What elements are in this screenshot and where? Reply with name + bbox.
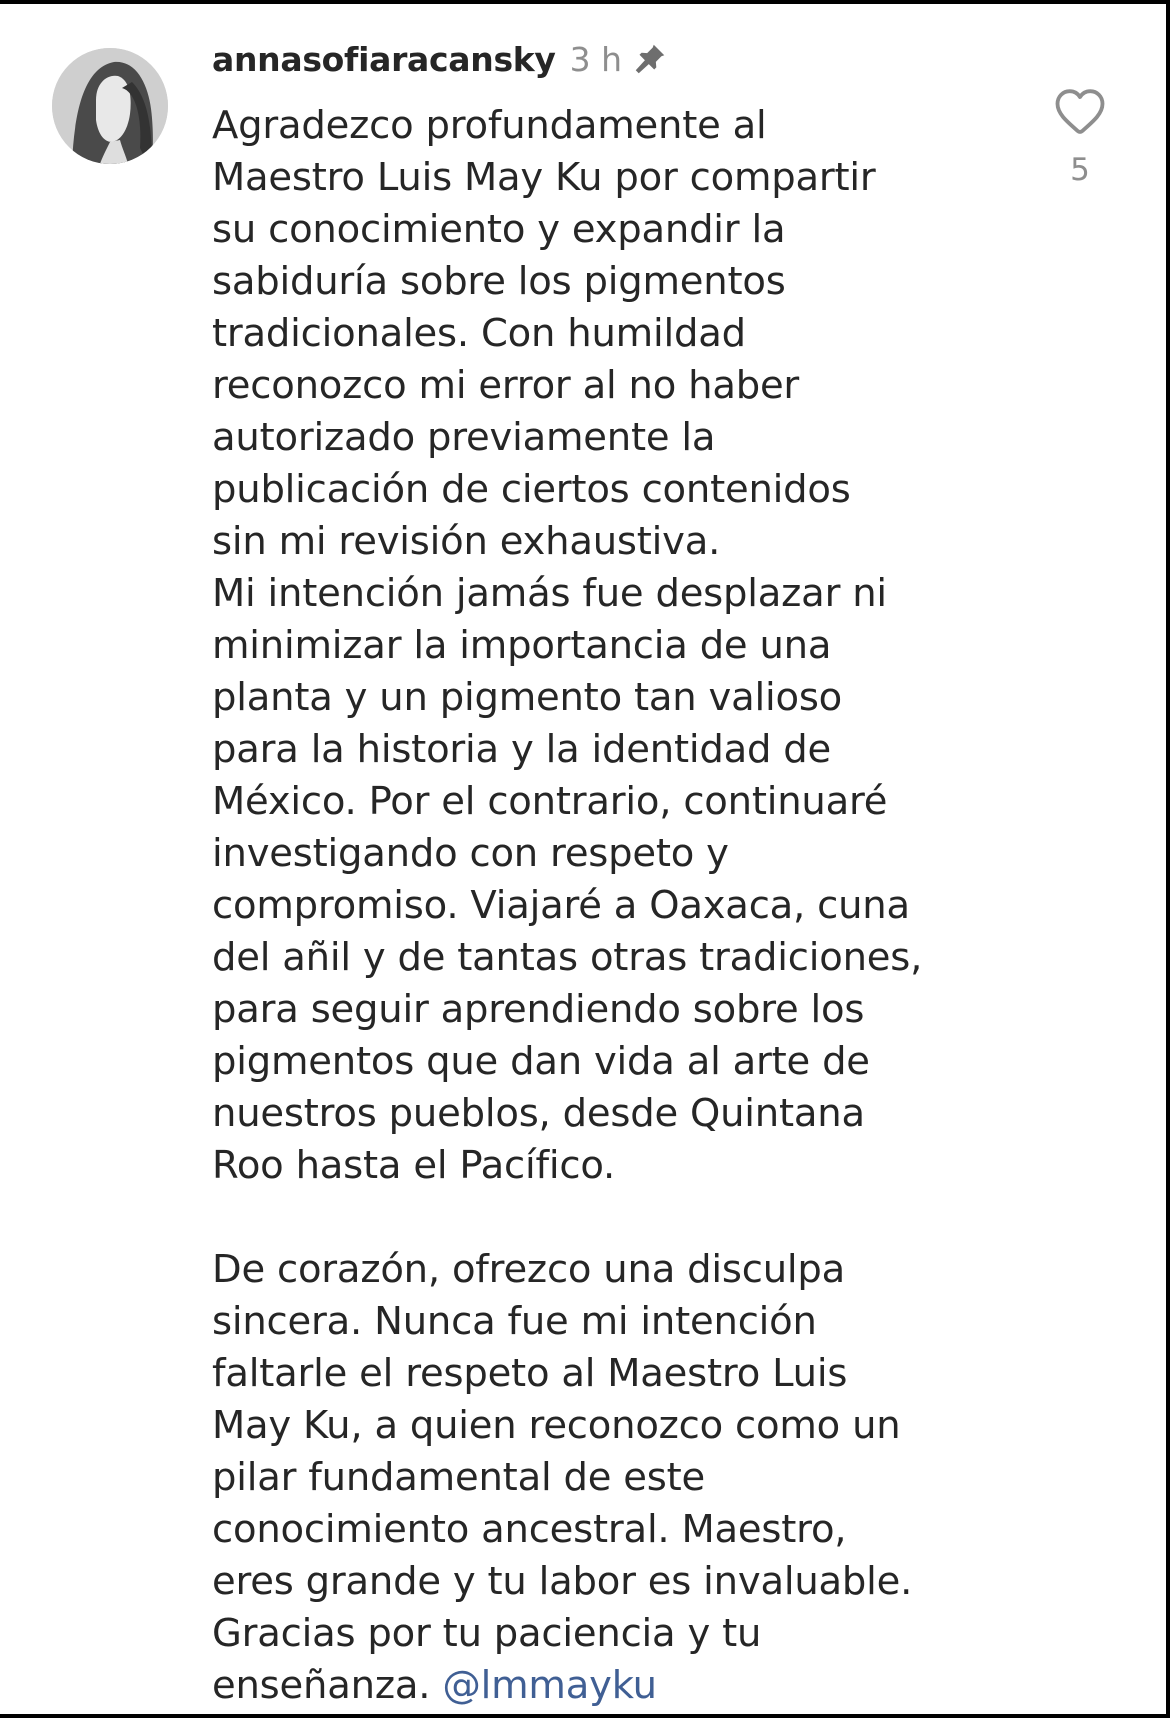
comment-line: reconozco mi error al no haber (212, 363, 800, 408)
heart-icon[interactable] (1053, 86, 1107, 136)
comment-line: sin mi revisión exhaustiva. (212, 519, 721, 564)
comment-line: conocimiento ancestral. Maestro, (212, 1507, 847, 1552)
comment-line: investigando con respeto y (212, 831, 729, 876)
pin-icon (632, 41, 668, 77)
comment-line: minimizar la importancia de una (212, 623, 832, 668)
comment-line: eres grande y tu labor es invaluable. (212, 1559, 913, 1604)
comment-line: faltarle el respeto al Maestro Luis (212, 1351, 848, 1396)
comment-meta (212, 34, 668, 84)
comment-line: Roo hasta el Pacífico. (212, 1143, 616, 1188)
comment-line: tradicionales. Con humildad (212, 311, 746, 356)
comment-line: sabiduría sobre los pigmentos (212, 259, 786, 304)
comment-line: May Ku, a quien reconozco como un (212, 1403, 901, 1448)
like-count: 5 (1070, 152, 1090, 188)
comment-card (0, 4, 1166, 1714)
comment-line: para la historia y la identidad de (212, 727, 831, 772)
comment-line: Gracias por tu paciencia y tu (212, 1611, 762, 1656)
comment-line: del añil y de tantas otras tradiciones, (212, 935, 923, 980)
comment-line: pigmentos que dan vida al arte de (212, 1039, 870, 1084)
comment-text (212, 100, 1012, 1712)
comment-last-line (212, 1660, 1012, 1712)
avatar[interactable] (52, 48, 168, 164)
profile-photo (52, 48, 168, 164)
mention-link[interactable]: @lmmayku (442, 1663, 657, 1708)
comment-line: planta y un pigmento tan valioso (212, 675, 843, 720)
comment-line: pilar fundamental de este (212, 1455, 705, 1500)
comment-line: publicación de ciertos contenidos (212, 467, 851, 512)
paragraph-gap (212, 1192, 1012, 1244)
username[interactable]: annasofiaracansky (212, 39, 556, 79)
timestamp: 3 h (569, 39, 623, 79)
comment-line: su conocimiento y expandir la (212, 207, 786, 252)
comment-line: Maestro Luis May Ku por compartir (212, 155, 876, 200)
comment-line: compromiso. Viajaré a Oaxaca, cuna (212, 883, 910, 928)
comment-line: Agradezco profundamente al (212, 103, 767, 148)
comment-line: nuestros pueblos, desde Quintana (212, 1091, 865, 1136)
comment-line: sincera. Nunca fue mi intención (212, 1299, 817, 1344)
comment-line: De corazón, ofrezco una disculpa (212, 1247, 846, 1292)
comment-line: autorizado previamente la (212, 415, 716, 460)
like-area (1052, 86, 1108, 188)
comment-line: México. Por el contrario, continuaré (212, 779, 888, 824)
comment-line: Mi intención jamás fue desplazar ni (212, 571, 887, 616)
comment-line-text: enseñanza. (212, 1663, 443, 1708)
comment-line: para seguir aprendiendo sobre los (212, 987, 865, 1032)
